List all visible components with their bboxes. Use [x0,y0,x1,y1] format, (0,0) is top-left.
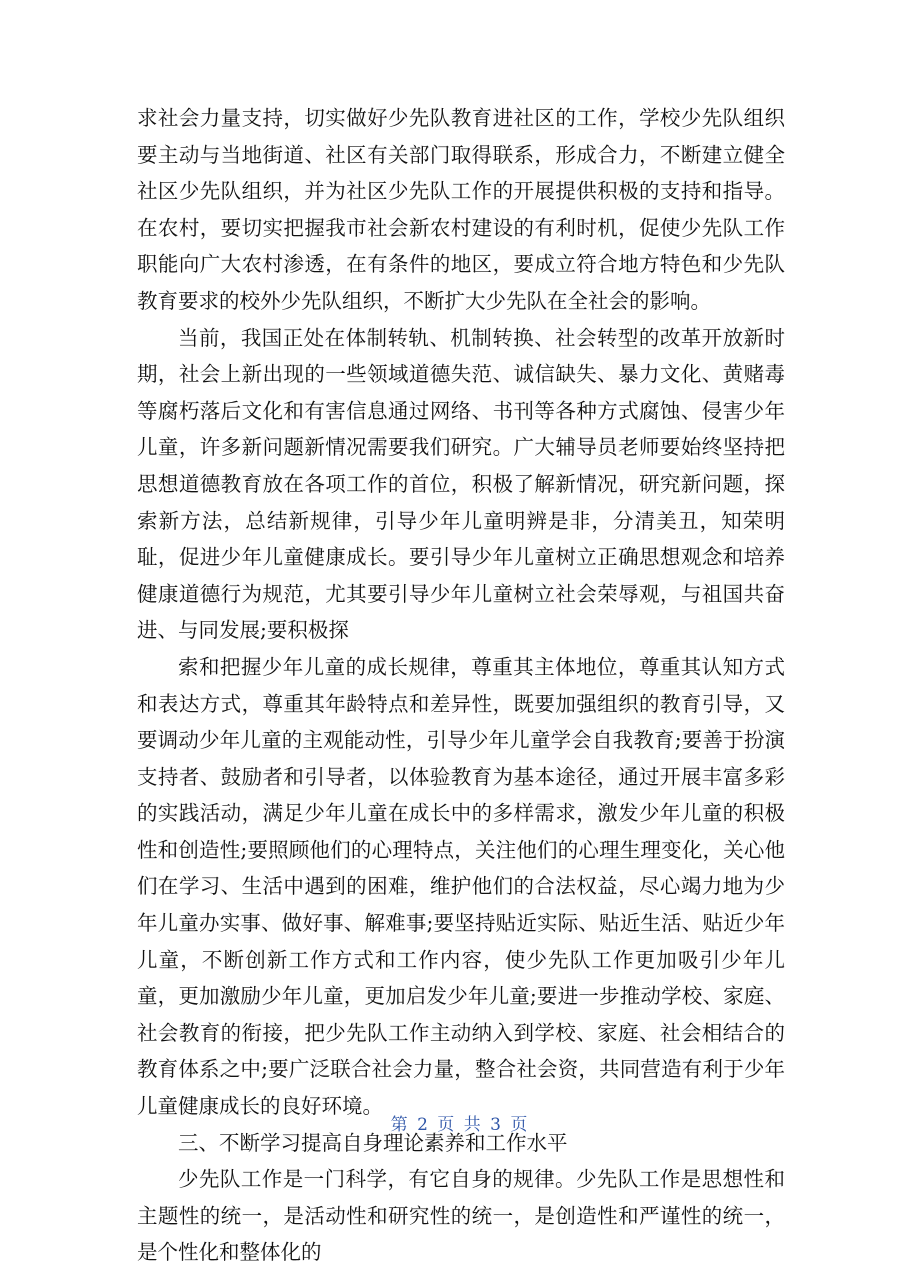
paragraph-current-situation: 当前，我国正处在体制转轨、机制转换、社会转型的改革开放新时期，社会上新出现的一些领域道德失范、诚信缺失、暴力文化、黄赌毒等腐朽落后文化和有害信息通过网络、书刊等各种方式腐蚀、侵害少年儿童，许多新问题新情况需要我们研究。广大辅导员老师要始终坚持把思想道德教育放在各项工作的首位，积极了解新情况，研究新问题，探索新方法，总结新规律，引导少年儿童明辨是非，分清美丑，知荣明耻，促进少年儿童健康成长。要引导少年儿童树立正确思想观念和培养健康道德行为规范，尤其要引导少年儿童树立社会荣辱观，与祖国共奋进、与同发展;要积极探 [137,325,785,643]
paragraph-continuation: 求社会力量支持，切实做好少先队教育进社区的工作，学校少先队组织要主动与当地街道、社区有关部门取得联系，形成合力，不断建立健全社区少先队组织，并为社区少先队工作的开展提供积极的支持和指导。在农村，要切实把握我市社会新农村建设的有利时机，促使少先队工作职能向广大农村渗透，在有条件的地区，要成立符合地方特色和少先队教育要求的校外少先队组织，不断扩大少先队在全社会的影响。 [137,106,785,313]
paragraph-science: 少先队工作是一门科学，有它自身的规律。少先队工作是思想性和主题性的统一，是活动性和研究性的统一，是创造性和严谨性的统一，是个性化和整体化的 [137,1167,785,1265]
paragraph-growth-rules: 索和把握少年儿童的成长规律，尊重其主体地位，尊重其认知方式和表达方式，尊重其年龄特点和差异性，既要加强组织的教育引导，又要调动少年儿童的主观能动性，引导少年儿童学会自我教育;要善于扮演支持者、鼓励者和引导者，以体验教育为基本途径，通过开展丰富多彩的实践活动，满足少年儿童在成长中的多样需求，激发少年儿童的积极性和创造性;要照顾他们的心理特点，关注他们的心理生理变化，关心他们在学习、生活中遇到的困难，维护他们的合法权益，尽心竭力地为少年儿童办实事、做好事、解难事;要坚持贴近实际、贴近生活、贴近少年儿童，不断创新工作方式和工作内容，使少先队工作更加吸引少年儿童，更加激励少年儿童，更加启发少年儿童;要进一步推动学校、家庭、社会教育的衔接，把少先队工作主动纳入到学校、家庭、社会相结合的教育体系之中;要广泛联合社会力量，整合社会资，共同营造有利于少年儿童健康成长的良好环境。 [137,654,785,1119]
document-body [137,100,785,1271]
page-number-footer: 第 2 页 共 3 页 [390,1115,530,1135]
section-heading-three: 三、不断学习提高自身理论素养和工作水平 [178,1130,568,1155]
